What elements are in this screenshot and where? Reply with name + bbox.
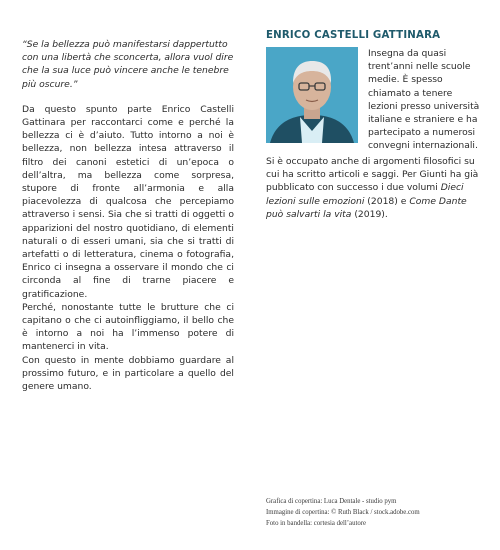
blurb-column bbox=[22, 38, 234, 393]
book-title-2: Come Dante può salvarti la vita bbox=[266, 195, 467, 220]
bio-text-2: (2018) e bbox=[364, 195, 410, 207]
opening-quote: “Se la bellezza può manifestarsi dappertutto con una libertà che sconcerta, allora vuol dire che la sua luce può vincere anche le tenebre più oscure.” bbox=[22, 39, 234, 90]
cover-credits bbox=[266, 496, 486, 529]
credit-cover-image: Immagine di copertina: © Ruth Black / stock.adobe.com bbox=[266, 509, 420, 516]
author-name-heading: ENRICO CASTELLI GATTINARA bbox=[266, 30, 441, 41]
author-bio-publications bbox=[266, 155, 480, 221]
credit-cover-design: Grafica di copertina: Luca Dentale - studio pym bbox=[266, 498, 397, 505]
author-bio-top bbox=[266, 47, 480, 155]
blurb-paragraph-3: Con questo in mente dobbiamo guardare al prossimo futuro, e in particolare a quello del genere umano. bbox=[22, 354, 234, 393]
bio-text-1: Si è occupato anche di argomenti filosofici su cui ha scritto articoli e saggi. Per Giunti ha già pubblicato con successo i due volumi bbox=[266, 156, 479, 194]
blurb-paragraph-2: Perché, nonostante tutte le brutture che ci capitano o che ci autoinfliggiamo, il bello che è intorno a noi ha l’immenso potere di mantenerci in vita. bbox=[22, 301, 234, 353]
credit-flap-photo: Foto in bandella: cortesia dell’autore bbox=[266, 520, 367, 527]
author-photo bbox=[266, 47, 358, 143]
author-column bbox=[266, 30, 480, 221]
blurb-paragraph-1: Da questo spunto parte Enrico Castelli Gattinara per raccontarci come e perché la bellezza ci è d’aiuto. Tutto intorno a noi è bellezza, non bellezza intesa attraverso il filtro dei canoni estetici di un’epoca o dell’altra, ma bellezza come sorpresa, stupore di fronte all’armonia e alla piacevolezza di qualcosa che percepiamo attraverso i sensi. Sia che si tratti di oggetti o apparizioni del nostro quotidiano, di elementi naturali o di esseri umani, sia che si tratti di artefatti o di letteratura, cinema o fotografia, Enrico ci insegna a osservare il mondo che ci circonda al fine di trarne piacere e gratificazione. bbox=[22, 103, 234, 300]
author-bio-intro: Insegna da quasi trent’anni nelle scuole medie. È spesso chiamato a tenere lezioni presso università italiane e straniere e ha partecipato a numerosi convegni internazionali. bbox=[368, 48, 480, 152]
bio-text-3: (2019). bbox=[351, 208, 388, 220]
book-title-1: Dieci lezioni sulle emozioni bbox=[266, 182, 464, 207]
